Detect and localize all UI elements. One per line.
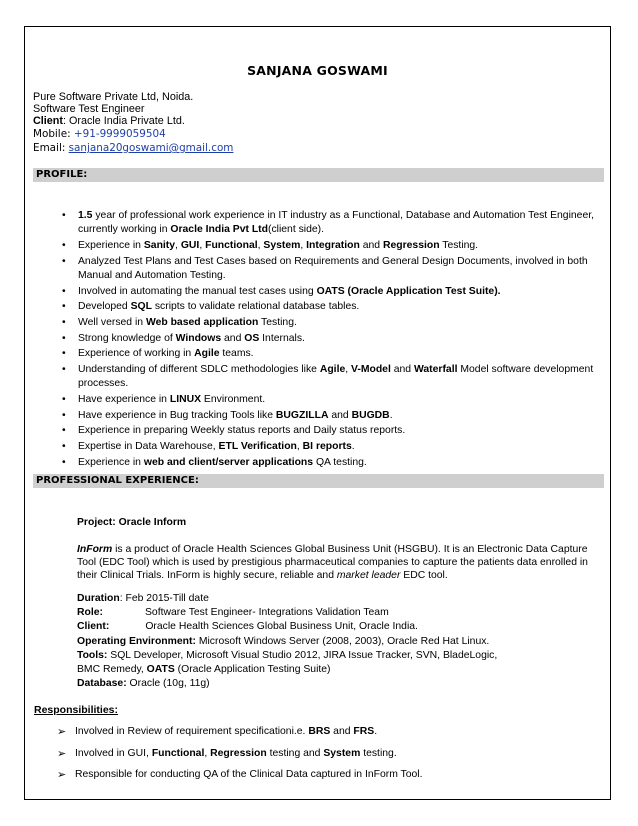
profile-list (62, 209, 602, 472)
text: testing and (266, 747, 324, 759)
text: . (351, 441, 355, 453)
tools-value-2: BMC Remedy, (77, 664, 147, 676)
text: , (204, 747, 211, 759)
profile-bullet (62, 363, 602, 392)
profile-bullet (62, 300, 602, 314)
text: , (296, 441, 303, 453)
company: Pure Software Private Ltd, Noida. (33, 91, 194, 103)
project-description (77, 543, 607, 583)
text: , (175, 239, 181, 251)
bold-text: SQL (130, 301, 152, 313)
profile-bullet (62, 239, 602, 253)
profile-bullet (62, 255, 602, 284)
bold-text: BRS (308, 726, 331, 737)
text: QA testing. (313, 456, 367, 468)
bullet-icon: • (62, 456, 66, 468)
text: and (221, 332, 245, 344)
bold-text: Agile (194, 348, 220, 360)
db-label: Database: (77, 678, 127, 690)
text: Model software development processes. (78, 364, 594, 390)
profile-bullet (62, 316, 602, 330)
bold-text: OATS (Oracle Application Test Suite). (316, 285, 501, 297)
project-title-text: Project: Oracle Inform (77, 517, 187, 528)
tools-oats: OATS (146, 664, 175, 676)
bold-text: Windows (175, 332, 222, 344)
bullet-icon: • (62, 394, 66, 406)
env-value: Microsoft Windows Server (2008, 2003), Oracle Red Hat Linux. (195, 635, 490, 647)
responsibility-item (57, 725, 602, 747)
bullet-icon: • (62, 301, 66, 313)
client-detail-value: Oracle Health Sciences Global Business Unit, Oracle India. (145, 621, 418, 633)
duration-value: : Feb 2015-Till date (119, 593, 209, 604)
role-label: Role (77, 607, 100, 619)
tools-line (77, 649, 607, 663)
profile-bullet (62, 332, 602, 346)
text: and (330, 726, 354, 737)
bullet-icon: • (62, 425, 66, 437)
bullet-icon: • (62, 285, 66, 297)
tools-label: Tools: (77, 649, 108, 661)
profile-bullet (62, 456, 602, 470)
bold-text: BI reports (302, 441, 352, 453)
text: Analyzed Test Plans and Test Cases based on Requirements and General Design Documents, involved in both Manual and Automation Testing. (78, 255, 588, 281)
email-line (33, 141, 233, 155)
desc-body: is a product of Oracle Health Sciences Global Business Unit (HSGBU). It is an Electronic Data Capture Tool (EDC Tool) which is used by prestigious pharmaceutical companies to capture the patients data enrolled in their Clinical Trials. InForm is highly secure, reliable and (77, 544, 588, 582)
resume-page (24, 26, 611, 800)
bullet-icon: • (62, 332, 66, 344)
profile-heading: PROFILE: (33, 168, 604, 182)
role-line: Role: Software Test Engineer- Integrations Validation Team (77, 607, 389, 619)
bold-text: V-Model (351, 364, 391, 376)
text: testing. (360, 747, 397, 759)
text: Expertise in Data Warehouse, (78, 441, 219, 453)
text: scripts to validate relational database tables. (151, 301, 360, 313)
bullet-icon: • (62, 239, 66, 251)
bold-text: ETL Verification (218, 441, 297, 453)
contact-block (33, 91, 233, 155)
text: Experience in preparing Weekly status reports and Daily status reports. (78, 425, 406, 437)
bold-text: LINUX (169, 394, 202, 406)
text: , (345, 364, 352, 376)
mobile-label: Mobile: (33, 128, 74, 140)
arrow-bullet-icon: ➢ (57, 726, 67, 738)
bold-text: FRS (353, 726, 375, 737)
inform-term: InForm (77, 544, 113, 555)
bold-text: System (263, 239, 301, 251)
bullet-icon: • (62, 348, 66, 360)
desc-end: EDC tool. (400, 570, 448, 582)
responsibilities-heading: Responsibilities: (34, 704, 119, 716)
text: (client side). (268, 224, 325, 236)
text: Environment. (201, 394, 266, 406)
tools-line-2 (77, 663, 607, 677)
text: . (389, 409, 393, 421)
bold-text: Functional (205, 239, 258, 251)
text: Responsible for conducting QA of the Clinical Data captured in InForm Tool. (75, 769, 423, 780)
email-label: Email: (33, 142, 69, 154)
profile-bullet (62, 209, 602, 238)
bold-text: Web based application (145, 317, 259, 329)
client-value: : Oracle India Private Ltd. (63, 115, 185, 127)
text: Experience in (78, 239, 144, 251)
bullet-icon: • (62, 441, 66, 453)
environment-line (77, 635, 607, 649)
bullet-icon: • (62, 255, 66, 267)
text: Developed (78, 301, 131, 313)
tools-value: SQL Developer, Microsoft Visual Studio 2012, JIRA Issue Tracker, SVN, BladeLogic, (107, 649, 498, 661)
responsibilities-list (57, 725, 602, 790)
bold-text: Oracle India Pvt Ltd (170, 224, 268, 236)
desc-italic: market leader (336, 570, 401, 582)
job-role: Software Test Engineer (33, 103, 145, 115)
bold-text: Integration (306, 239, 360, 251)
text: , (199, 239, 206, 251)
text: Well versed in (78, 317, 146, 329)
duration-line (77, 592, 607, 606)
text: and (328, 409, 352, 421)
text: Have experience in (78, 394, 170, 406)
bold-text: Agile (319, 364, 346, 376)
bold-text: 1.5 (78, 210, 93, 221)
project-title (77, 516, 607, 529)
client-detail-label: Client (77, 621, 106, 633)
bold-text: System (323, 747, 361, 759)
text: Involved in GUI, (75, 747, 152, 759)
tools-value-3: (Oracle Application Testing Suite) (174, 664, 331, 676)
text: Experience of working in (78, 348, 195, 360)
bold-text: Regression (382, 239, 440, 251)
arrow-bullet-icon: ➢ (57, 769, 67, 781)
text: Internals. (259, 332, 305, 344)
bold-text: BUGDB (351, 409, 390, 421)
client-line (33, 115, 233, 127)
bold-text: Regression (210, 747, 267, 759)
text: and (359, 239, 383, 251)
bold-text: GUI (180, 239, 200, 251)
profile-bullet (62, 347, 602, 361)
bullet-icon: • (62, 409, 66, 421)
database-line (77, 677, 607, 691)
text: teams. (219, 348, 254, 360)
text: Have experience in Bug tracking Tools like (78, 409, 276, 421)
text: Testing. (258, 317, 297, 329)
email-link[interactable]: sanjana20goswami@gmail.com (68, 142, 234, 154)
responsibility-item (57, 768, 602, 790)
profile-bullet (62, 424, 602, 438)
db-value: Oracle (10g, 11g) (126, 678, 210, 690)
env-label: Operating Environment: (77, 635, 196, 647)
bullet-icon: • (62, 364, 66, 376)
duration-label: Duration (77, 593, 120, 604)
arrow-bullet-icon: ➢ (57, 747, 67, 760)
responsibility-item (57, 747, 602, 769)
profile-bullet (62, 393, 602, 407)
text: , (300, 239, 307, 251)
bold-text: Functional (151, 747, 205, 759)
bullet-icon: • (62, 317, 66, 329)
text: , (257, 239, 264, 251)
bold-text: BUGZILLA (275, 409, 329, 421)
text: year of professional work experience in IT industry as a Functional, Database and Automation Test Engineer, currently working in (78, 210, 594, 236)
text: Involved in Review of requirement specificationi.e. (75, 726, 309, 737)
bold-text: Sanity (143, 239, 176, 251)
client-label: Client (33, 115, 63, 127)
text: Understanding of different SDLC methodologies like (78, 364, 320, 376)
bold-text: OS (244, 332, 260, 344)
candidate-name: SANJANA GOSWAMI (247, 63, 388, 78)
text: Testing. (439, 239, 479, 251)
text: Involved in automating the manual test cases using (78, 285, 317, 297)
experience-heading: PROFESSIONAL EXPERIENCE: (33, 474, 604, 488)
text: Strong knowledge of (78, 332, 176, 344)
text: and (390, 364, 414, 376)
text: Experience in (78, 456, 144, 468)
mobile-line (33, 127, 233, 141)
profile-bullet (62, 409, 602, 423)
bold-text: web and client/server applications (143, 456, 314, 468)
text: . (374, 726, 378, 737)
role-value: Software Test Engineer- Integrations Validation Team (145, 607, 389, 619)
profile-bullet (62, 285, 602, 299)
mobile-number: +91-9999059504 (73, 128, 166, 140)
project-details (77, 592, 607, 691)
bold-text: Waterfall (413, 364, 458, 376)
profile-bullet (62, 440, 602, 454)
bullet-icon: • (62, 210, 66, 221)
client-detail-line: Client: Oracle Health Sciences Global Business Unit, Oracle India. (77, 621, 418, 633)
